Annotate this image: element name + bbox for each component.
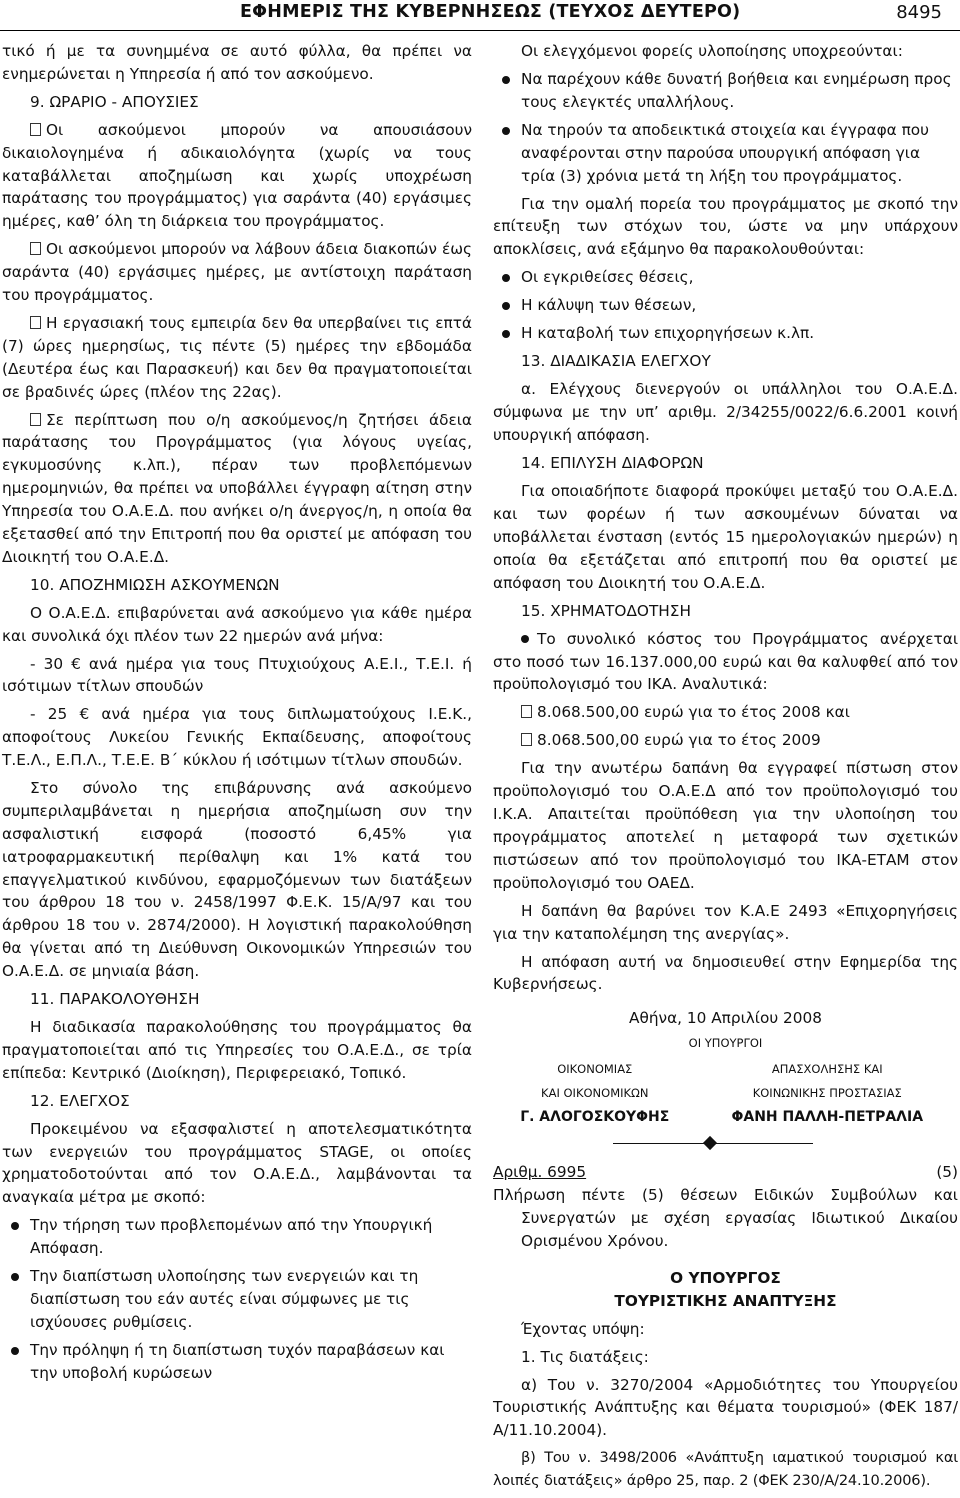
section-12-bullet: Την διαπίστωση υλοποίησης των ενεργειών και τη διαπίστωση του εάν αυτές είναι σύμφωνες με τις ισχύουσες ρυθμίσεις. — [2, 1265, 472, 1334]
provisions-item: 1. Τις διατάξεις: — [521, 1347, 649, 1366]
ministers-label: ΟΙ ΥΠΟΥΡΓΟΙ — [688, 1036, 763, 1051]
bullet-icon — [11, 1273, 19, 1281]
section-15-heading: 15. ΧΡΗΜΑΤΟΔΟΤΗΣΗ — [521, 601, 691, 620]
controls-bullet: Να παρέχουν κάθε δυνατή βοήθεια και ενημέρωση προς τους ελεγκτές υπαλλήλους. — [493, 68, 958, 114]
section-divider — [493, 1135, 958, 1153]
monitor-intro: Για την ομαλή πορεία του προγράμματος με σκοπό την επίτευξη των στόχων του, ώστε να μην υπάρχουν αποκλίσεις, ανά εξάμηνο θα παρακολουθούνται: — [493, 194, 958, 259]
publish-paragraph: Η απόφαση αυτή να δημοσιευθεί στην Εφημερίδα της Κυβερνήσεως. — [493, 952, 958, 994]
gazette-title: ΕΦΗΜΕΡΙΣ ΤΗΣ ΚΥΒΕΡΝΗΣΕΩΣ (ΤΕΥΧΟΣ ΔΕΥΤΕΡΟ) — [240, 2, 741, 22]
section-9-item: Σε περίπτωση που ο/η ασκούμενος/η ζητήσει άδεια παράτασης του Προγράμματος (για λόγους υγείας, εγκυμοσύνης κ.λπ.), πέραν των προβλεπόμενων ημερομηνιών, θα πρέπει να υποβάλλει έγγραφη αίτηση στην Υπηρεσία του Ο.Α.Ε.Δ. που ανήκει ο/η άνεργος/η, η οποία θα εξετασθεί από την Επιτροπή που θα οριστεί με απόφαση του Διοικητή του Ο.Α.Ε.Δ. — [2, 410, 472, 566]
bullet-icon — [502, 274, 510, 282]
bullet-icon — [502, 302, 510, 310]
decision-subject: Πλήρωση πέντε (5) θέσεων Ειδικών Συμβούλων και Συνεργατών με σχέση εργασίας Ιδιωτικού Δικαίου Ορισμένου Χρόνου. — [493, 1186, 958, 1250]
section-12-heading: 12. ΕΛΕΓΧΟΣ — [30, 1091, 130, 1110]
section-11-text: Η διαδικασία παρακολούθησης του προγράμματος θα πραγματοποιείται από τις Υπηρεσίες του Ο.Α.Ε.Δ., σε τρία επίπεδα: Κεντρικό (Διοίκηση), Περιφερειακό, Τοπικό. — [2, 1018, 472, 1082]
monitor-bullet: Η κάλυψη των θέσεων, — [493, 294, 958, 317]
bullet-icon — [521, 635, 529, 643]
page-header — [0, 0, 960, 32]
intro-paragraph: τικό ή με τα συνημμένα σε αυτό φύλλα, θα πρέπει να ενημερώνεται η Υπηρεσία ή από τον ασκούμενο. — [2, 42, 472, 83]
page-number: 8495 — [896, 2, 942, 23]
having-regard: Έχοντας υπόψη: — [521, 1319, 645, 1338]
section-14-heading: 14. ΕΠΙΛΥΣΗ ΔΙΑΦΟΡΩΝ — [521, 454, 704, 473]
left-column — [2, 40, 472, 1390]
sig-right-name: ΦΑΝΗ ΠΑΛΛΗ‑ΠΕΤΡΑΛΙΑ — [731, 1109, 924, 1126]
box-glyph-icon — [30, 123, 41, 136]
section-12-bullet: Την τήρηση των προβλεπομένων από την Υπουργική Απόφαση. — [2, 1214, 472, 1260]
section-9-item: Οι ασκούμενοι μπορούν να απουσιάσουν δικαιολογημένα ή αδικαιολόγητα (χωρίς να τους καταβάλλεται αποζημίωση και χωρίς υποχρέωση παράτασης του προγράμματος) για σαράντα (40) εργάσιμες ημέρες, καθ’ όλη τη διάρκεια του προγράμματος. — [2, 120, 472, 231]
controls-bullet: Να τηρούν τα αποδεικτικά στοιχεία και έγγραφα που αναφέρονται στην παρούσα υπουργική απόφαση για τρία (3) χρόνια μετά τη λήξη του προγράμματος. — [493, 119, 958, 188]
box-glyph-icon — [30, 413, 41, 426]
section-14-text: Για οποιαδήποτε διαφορά προκύψει μεταξύ του Ο.Α.Ε.Δ. και των φορέων ή των ασκουμένων δύναται να υποβάλλεται ένσταση (εντός 15 ημερολογιακών ημερών) η οποία θα εξετάζεται από επιτροπή που θα οριστεί με απόφαση του Διοικητή του Ο.Α.Ε.Δ. — [493, 482, 958, 592]
bullet-icon — [502, 76, 510, 84]
section-10-rate-2: ‑ 25 € ανά ημέρα για τους διπλωματούχους Ι.Ε.Κ., αποφοίτους Λυκείου Γενικής Εκπαίδευσης, αποφοίτους Τ.Ε.Λ., Ε.Π.Λ., Τ.Ε.Ε. Β΄ κύκλου ή ισότιμων τίτλων σπουδών. — [2, 705, 472, 770]
section-10-detail: Στο σύνολο της επιβάρυνσης ανά ασκούμενο συμπεριλαμβάνεται η ημερήσια αποζημίωση συν την ασφαλιστική εισφορά (ποσοστό 6,45% για ιατροφαρμακευτική περίθαλψη και 1% κατά του επαγγελματικού κινδύνου, εφαρμοζόμενων των διατάξεων του άρθρου 18 του ν. 2458/1997 Φ.Ε.Κ. 15/Α/97 και του άρθρου 18 του ν. 2874/2000). Η λογιστική παρακολούθηση θα γίνεται από τη Διεύθυνση Οικονομικών Υπηρεσιών του Ο.Α.Ε.Δ. σε μηνιαία βάση. — [2, 779, 472, 980]
section-12-bullet: Την πρόληψη ή τη διαπίστωση τυχόν παραβάσεων και την υποβολή κυρώσεων — [2, 1339, 472, 1385]
signatures — [493, 1061, 958, 1125]
section-15-charge: Η δαπάνη θα βαρύνει τον Κ.Α.Ε 2493 «Επιχορηγήσεις για την καταπολέμηση της ανεργίας». — [493, 901, 958, 943]
sig-right-line-2: ΚΟΙΝΩΝΙΚΗΣ ΠΡΟΣΤΑΣΙΑΣ — [752, 1086, 902, 1101]
minister-title-1: Ο ΥΠΟΥΡΓΟΣ — [670, 1268, 781, 1287]
monitor-bullet: Η καταβολή των επιχορηγήσεων κ.λπ. — [493, 322, 958, 345]
sig-left-name: Γ. ΑΛΟΓΟΣΚΟΥΦΗΣ — [520, 1109, 670, 1126]
bullet-icon — [502, 330, 510, 338]
box-glyph-icon — [30, 242, 41, 255]
section-15-text: Το συνολικό κόστος του Προγράμματος ανέρχεται στο ποσό των 16.137.000,00 ευρώ και θα καλυφθεί από τον προϋπολογισμό του ΙΚΑ. Αναλυτικά: — [493, 629, 958, 694]
section-15-amount: 8.068.500,00 ευρώ για το έτος 2009 — [493, 729, 958, 752]
section-9-heading: 9. ΩΡΑΡΙΟ ‑ ΑΠΟΥΣΙΕΣ — [30, 92, 199, 111]
box-glyph-icon — [30, 316, 41, 329]
date-line: Αθήνα, 10 Απριλίου 2008 — [629, 1009, 822, 1028]
bullet-icon — [502, 127, 510, 135]
section-10-rate-1: ‑ 30 € ανά ημέρα για τους Πτυχιούχους Α.Ε.Ι., Τ.Ε.Ι. ή ισότιμων τίτλων σπουδών — [2, 654, 472, 696]
sig-left-line-2: ΚΑΙ ΟΙΚΟΝΟΜΙΚΩΝ — [541, 1086, 649, 1101]
section-10-text: Ο Ο.Α.Ε.Δ. επιβαρύνεται ανά ασκούμενο για κάθε ημέρα και συνολικά όχι πλέον των 22 ημερών ανά μήνα: — [2, 603, 472, 645]
section-10-heading: 10. ΑΠΟΖΗΜΙΩΣΗ ΑΣΚΟΥΜΕΝΩΝ — [30, 575, 280, 594]
provision-b: β) Του ν. 3498/2006 «Ανάπτυξη ιαματικού τουρισμού και λοιπές διατάξεις» άρθρο 25, παρ. 2 (ΦΕΚ 230/Α/24.10.2006). — [493, 1449, 958, 1490]
diamond-icon — [703, 1136, 717, 1150]
section-11-heading: 11. ΠΑΡΑΚΟΛΟΥΘΗΣΗ — [30, 989, 200, 1008]
decision-count: (5) — [936, 1163, 958, 1182]
section-9-item: Η εργασιακή τους εμπειρία δεν θα υπερβαίνει τις επτά (7) ώρες ημερησίως, τις πέντε (5) ημέρες την εβδομάδα (Δευτέρα έως και Παρασκευή) και δεν θα πραγματοποιείται σε βραδινές ώρες (πλέον της 22ας). — [2, 314, 472, 401]
bullet-icon — [11, 1347, 19, 1355]
section-9-item: Οι ασκούμενοι μπορούν να λάβουν άδεια διακοπών έως σαράντα (40) εργάσιμες ημέρες, με αντίστοιχη παράταση του προγράμματος. — [2, 240, 472, 304]
section-13-text: α. Ελέγχους διενεργούν οι υπάλληλοι του Ο.Α.Ε.Δ. σύμφωνα με την υπ’ αριθμ. 2/34255/0022/6.6.2001 κοινή υπουργική απόφαση. — [493, 380, 958, 445]
box-glyph-icon — [521, 733, 532, 746]
decision-number-line — [493, 1161, 958, 1184]
section-13-heading: 13. ΔΙΑΔΙΚΑΣΙΑ ΕΛΕΓΧΟΥ — [521, 352, 711, 371]
right-column — [493, 40, 958, 1498]
controls-intro: Οι ελεγχόμενοι φορείς υλοποίησης υποχρεούνται: — [521, 42, 903, 60]
monitor-bullet: Οι εγκριθείσες θέσεις, — [493, 266, 958, 289]
decision-number: Αριθμ. 6995 — [493, 1163, 587, 1182]
section-12-text: Προκειμένου να εξασφαλιστεί η αποτελεσματικότητα των ενεργειών του προγράμματος STAGE, οι οποίες χρηματοδοτούνται από τον Ο.Α.Ε.Δ., λαμβάνονται τα αναγκαία μέτρα με σκοπό: — [2, 1119, 472, 1207]
sig-left-line-1: ΟΙΚΟΝΟΜΙΑΣ — [557, 1062, 633, 1077]
provision-a: α) Του ν. 3270/2004 «Αρμοδιότητες του Υπουργείου Τουριστικής Ανάπτυξης και θέματα τουρισμού» (ΦΕΚ 187/Α/11.10.2004). — [493, 1375, 958, 1440]
box-glyph-icon — [521, 705, 532, 718]
bullet-icon — [11, 1222, 19, 1230]
header-rule — [0, 30, 960, 31]
section-15-funding: Για την ανωτέρω δαπάνη θα εγγραφεί πίστωση στον προϋπολογισμό του Ο.Α.Ε.Δ από τον προϋπολογισμό του Ι.Κ.Α. Απαιτείται προϋπόθεση για την υλοποίηση του προγράμματος αποτελεί η μεταφορά των σχετικών πιστώσεων από τον προϋπολογισμό του ΙΚΑ‑ΕΤΑΜ στον προϋπολογισμό του ΟΑΕΔ. — [493, 759, 958, 892]
minister-title-2: ΤΟΥΡΙΣΤΙΚΗΣ ΑΝΑΠΤΥΞΗΣ — [614, 1291, 837, 1310]
section-15-amount: 8.068.500,00 ευρώ για το έτος 2008 και — [493, 701, 958, 724]
sig-right-line-1: ΑΠΑΣΧΟΛΗΣΗΣ ΚΑΙ — [771, 1062, 883, 1077]
